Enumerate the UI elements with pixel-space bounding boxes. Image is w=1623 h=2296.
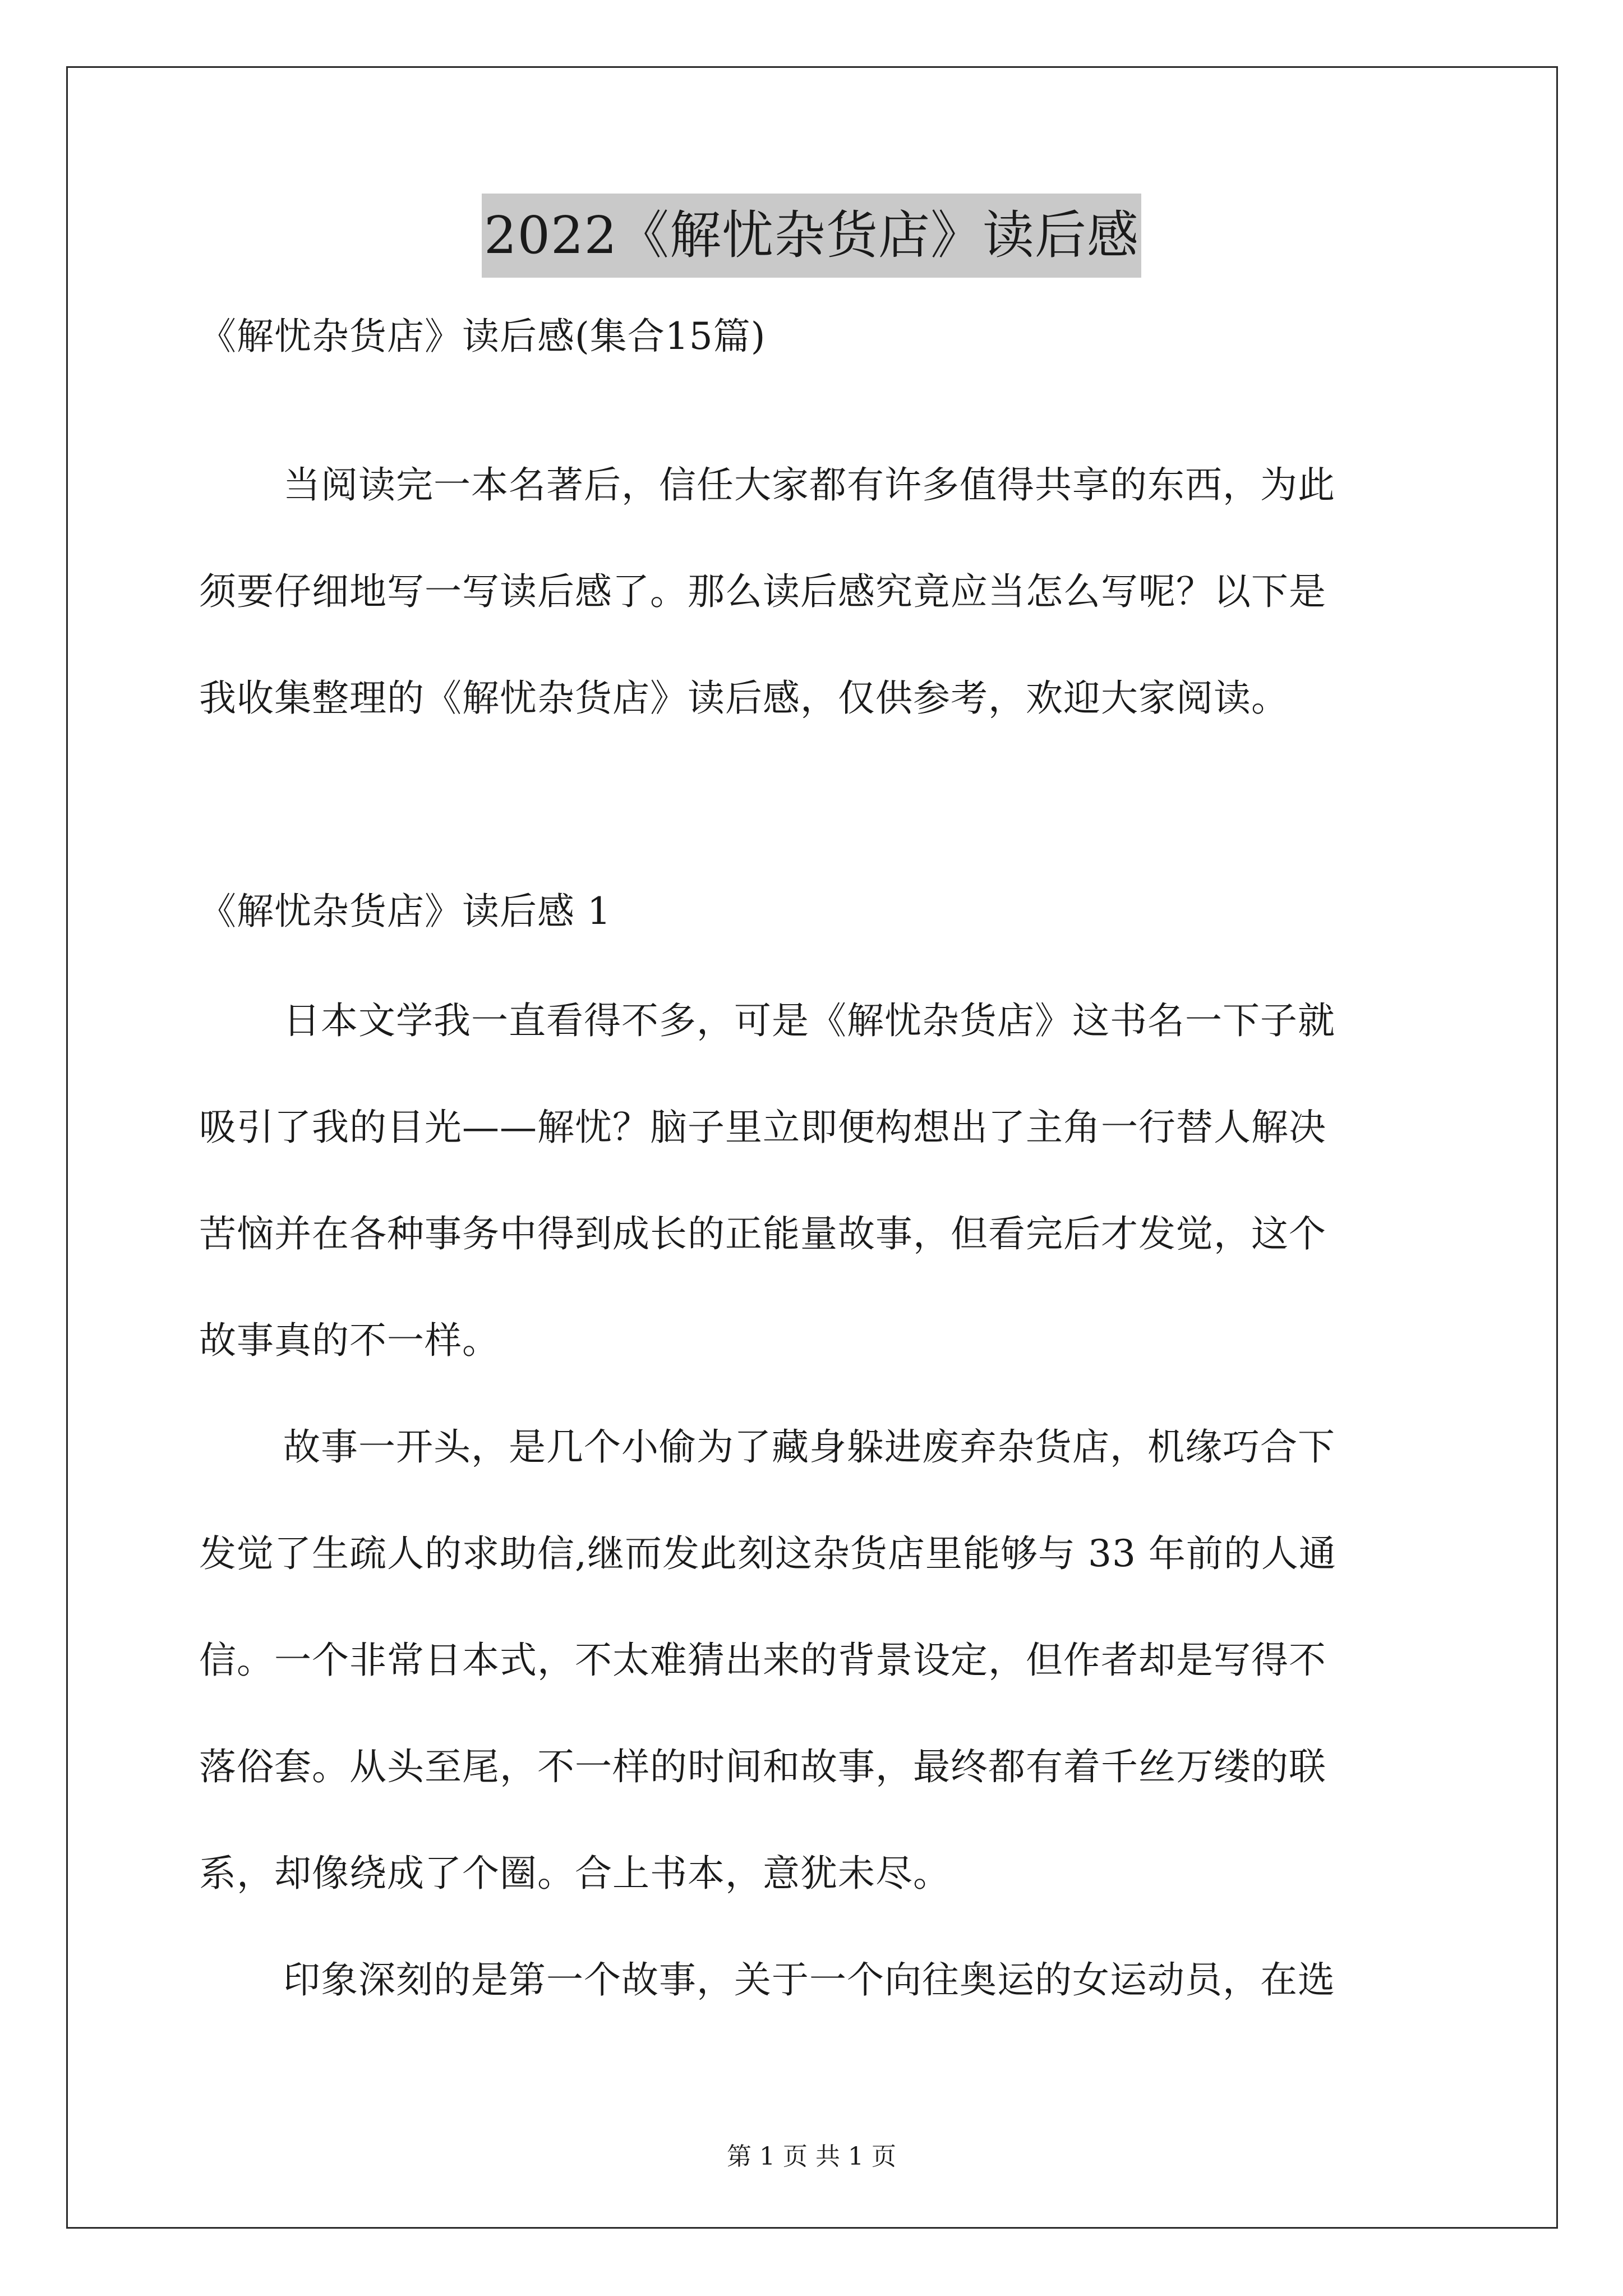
- intro-line-3: 我收集整理的《解忧杂货店》读后感，仅供参考，欢迎大家阅读。: [199, 677, 1289, 720]
- para2-line-5: 系，却像绕成了个圈。合上书本，意犹未尽。: [199, 1852, 951, 1895]
- para2-line-3: 信。一个非常日本式，不太难猜出来的背景设定，但作者却是写得不: [199, 1639, 1326, 1682]
- para1-line-4: 故事真的不一样。: [199, 1319, 500, 1362]
- section-heading: 《解忧杂货店》读后感 1: [199, 890, 611, 933]
- para2-line-4: 落俗套。从头至尾，不一样的时间和故事，最终都有着千丝万缕的联: [199, 1745, 1326, 1788]
- title-container: [0, 194, 1623, 278]
- para3-line-1: 印象深刻的是第一个故事，关于一个向往奥运的女运动员，在选: [283, 1958, 1335, 2001]
- para2-line-1: 故事一开头，是几个小偷为了藏身躲进废弃杂货店，机缘巧合下: [283, 1425, 1335, 1469]
- para1-line-2: 吸引了我的目光——解忧？脑子里立即便构想出了主角一行替人解决: [199, 1106, 1326, 1149]
- page-footer: 第 1 页 共 1 页: [727, 2142, 896, 2171]
- para1-line-3: 苦恼并在各种事务中得到成长的正能量故事，但看完后才发觉，这个: [199, 1212, 1326, 1255]
- para2-line-2: 发觉了生疏人的求助信,继而发此刻这杂货店里能够与 33 年前的人通: [199, 1532, 1336, 1575]
- para1-line-1: 日本文学我一直看得不多，可是《解忧杂货店》这书名一下子就: [283, 999, 1335, 1042]
- document-title: 2022《解忧杂货店》读后感: [482, 194, 1141, 278]
- document-subtitle: 《解忧杂货店》读后感(集合15篇): [199, 315, 766, 358]
- intro-line-2: 须要仔细地写一写读后感了。那么读后感究竟应当怎么写呢？以下是: [199, 570, 1326, 613]
- intro-line-1: 当阅读完一本名著后，信任大家都有许多值得共享的东西，为此: [283, 463, 1335, 507]
